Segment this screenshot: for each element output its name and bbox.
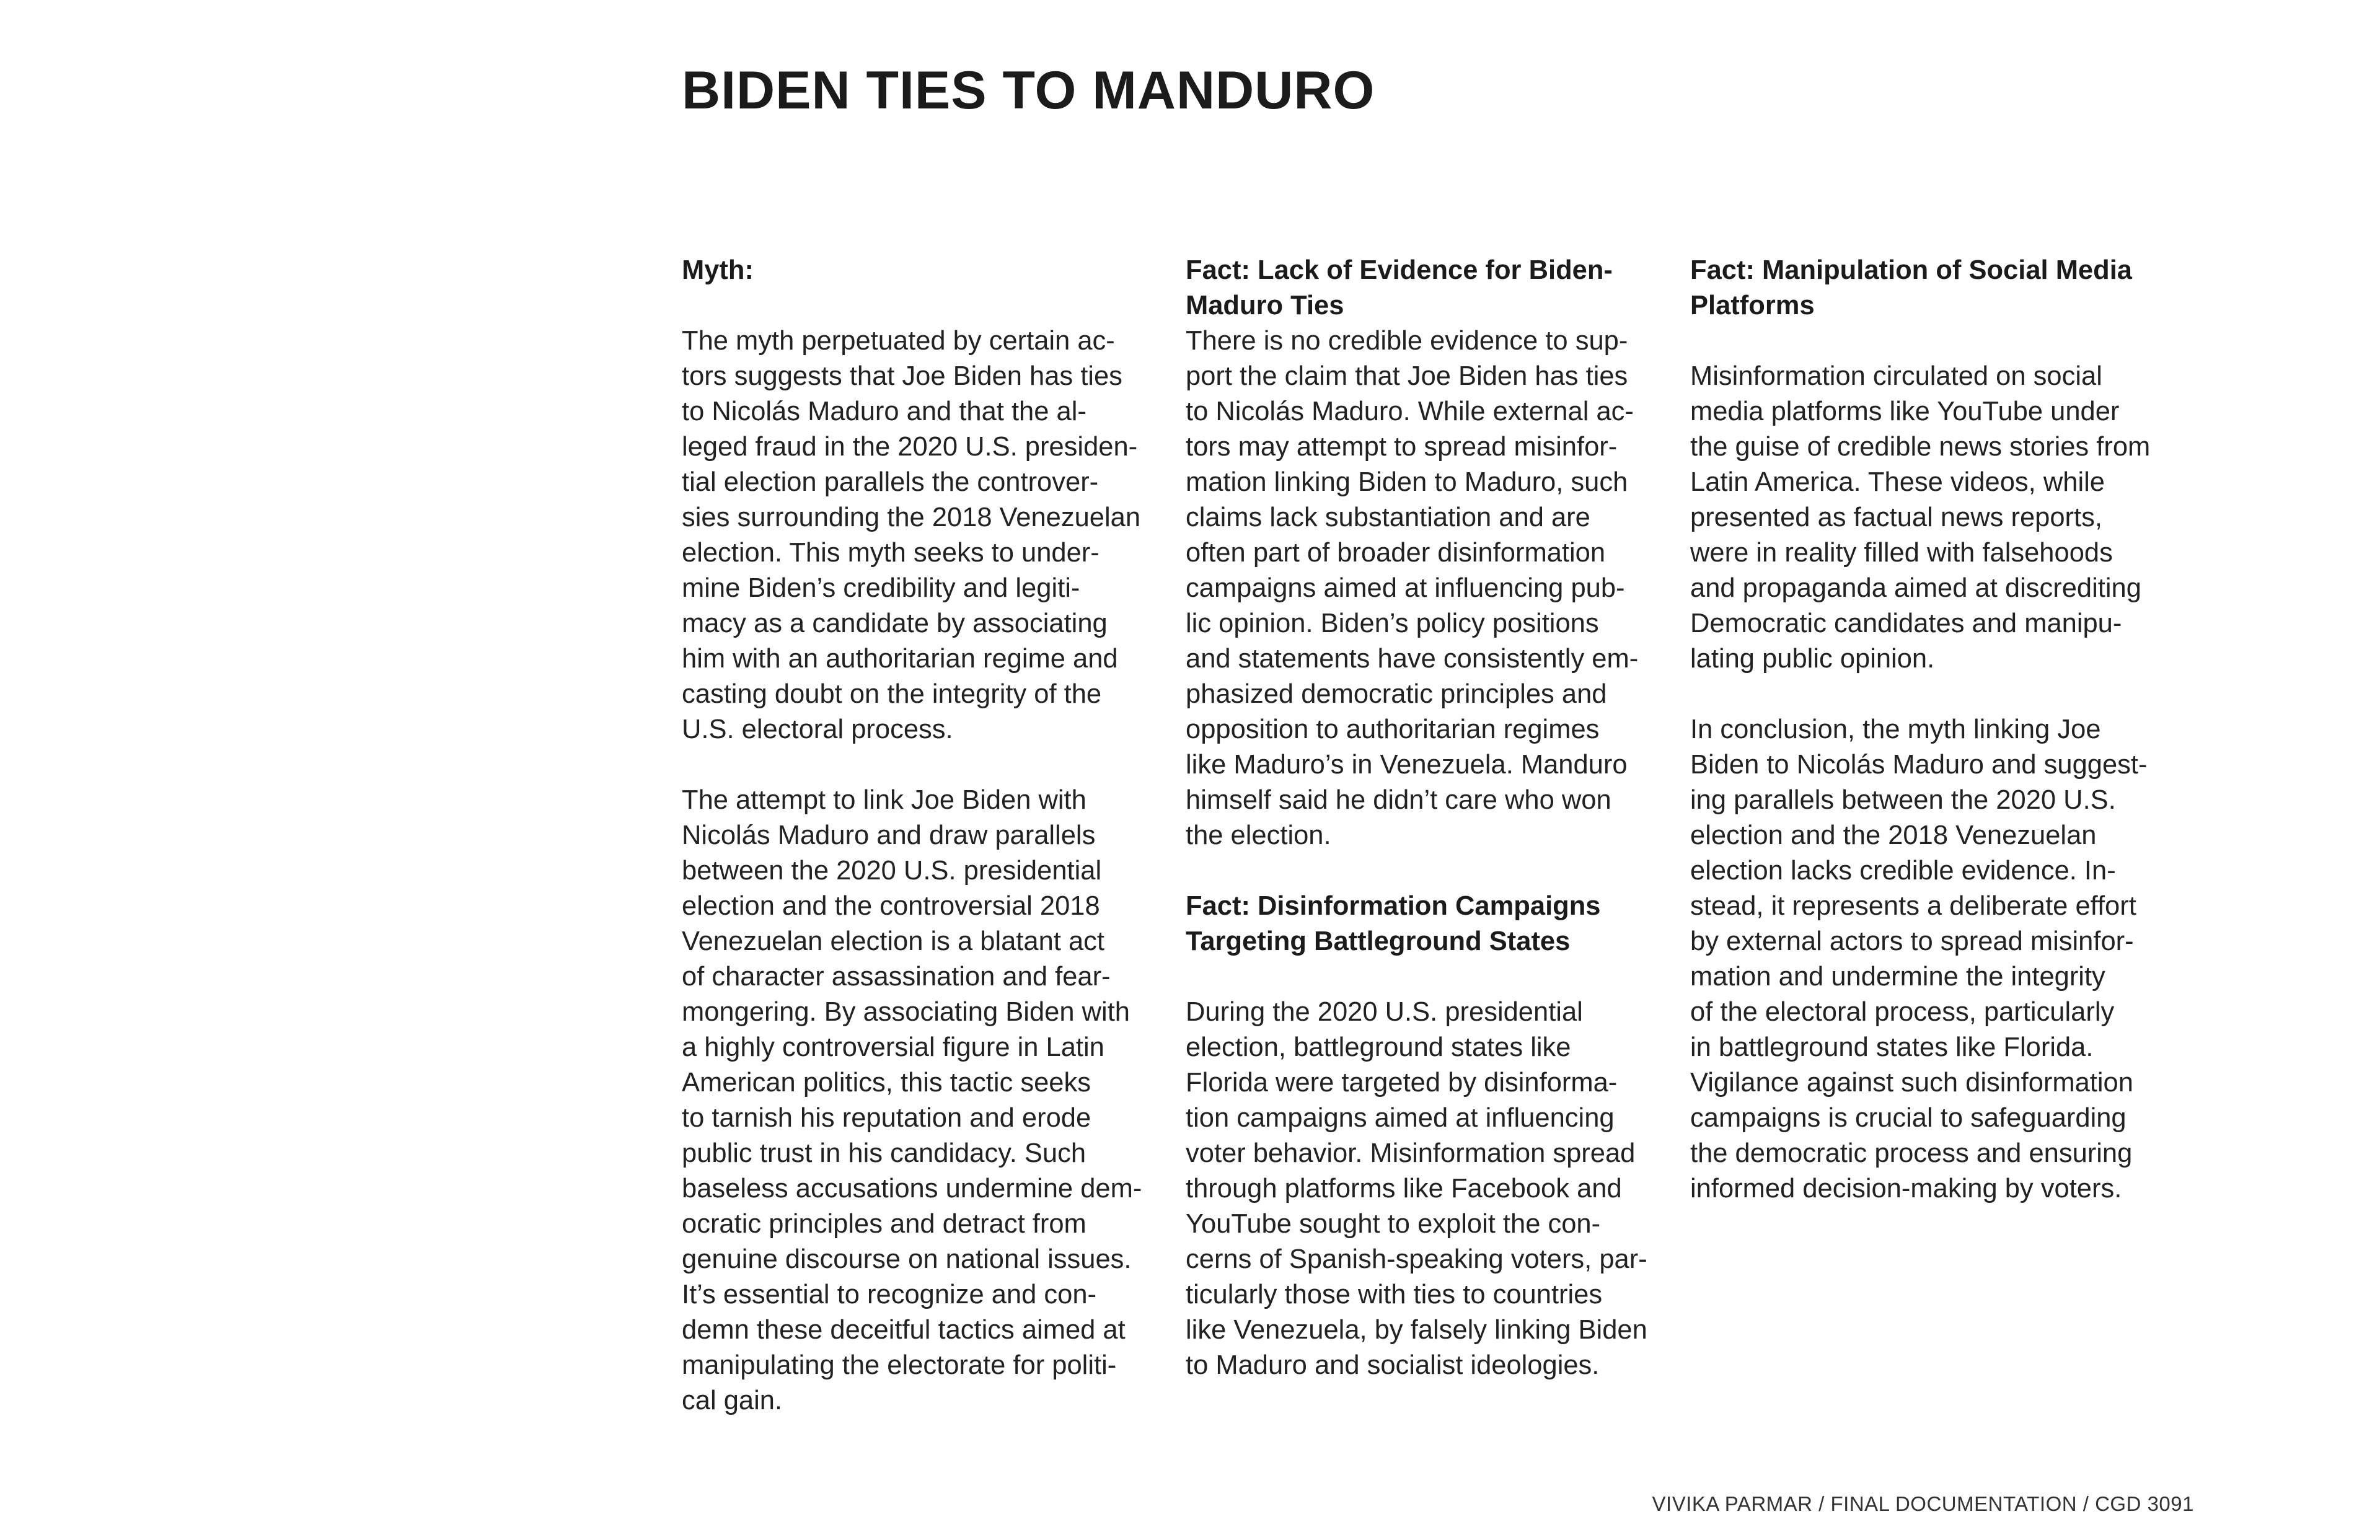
- spacer: [1186, 853, 1657, 889]
- myth-paragraph-1: The myth perpetuated by certain ac- tors suggests that Joe Biden has ties to Nicolás Maduro and that the al- leged fraud in the 2020 U.S. presiden- tial election parallels the controver- sies surrounding the 2018 Venezuelan election. This myth seeks to under- mine Biden’s credibility and legiti- macy as a candidate by associating him with an authoritarian regime and casting doubt on the integrity of the U.S. electoral process.: [682, 326, 1141, 744]
- fact-column-social-media: [1690, 253, 2161, 1207]
- fact-evidence-paragraph: There is no credible evidence to sup- port the claim that Joe Biden has ties to Nicolás Maduro. While external ac- tors may attempt to spread misinfor- mation linking Biden to Maduro, such claims lack substantiation and are often part of broader disinformation campaigns aimed at influencing pub- lic opinion. Biden’s policy positions and statements have consistently em- phasized democratic principles and opposition to authoritarian regimes like Maduro’s in Venezuela. Manduro himself said he didn’t care who won the election.: [1186, 326, 1639, 850]
- spacer: [1690, 677, 2161, 712]
- fact-evidence-heading: Fact: Lack of Evidence for Biden- Maduro Ties: [1186, 255, 1613, 320]
- spacer: [1690, 323, 2161, 359]
- spacer: [682, 747, 1153, 783]
- fact-column-evidence: [1186, 253, 1657, 1383]
- page-title: BIDEN TIES TO MANDURO: [682, 61, 1375, 120]
- conclusion-paragraph: In conclusion, the myth linking Joe Biden to Nicolás Maduro and suggest- ing parallels between the 2020 U.S. election and the 2018 Venezuelan election lacks credible evidence. In- stead, it represents a deliberate effort by external actors to spread misinfor- mation and undermine the integrity of the electoral process, particularly in battleground states like Florida. Vigilance against such disinformation campaigns is crucial to safeguarding the democratic process and ensuring informed decision-making by voters.: [1690, 715, 2148, 1203]
- footer-credit: VIVIKA PARMAR / FINAL DOCUMENTATION / CGD 3091: [1652, 1492, 2194, 1515]
- fact-disinformation-paragraph: During the 2020 U.S. presidential election, battleground states like Florida were targeted by disinforma- tion campaigns aimed at influencing voter behavior. Misinformation spread through platforms like Facebook and YouTube sought to exploit the con- cerns of Spanish-speaking voters, par- ticularly those with ties to countries like Venezuela, by falsely linking Biden to Maduro and socialist ideologies.: [1186, 997, 1647, 1380]
- myth-heading: Myth:: [682, 255, 754, 285]
- fact-disinformation-heading: Fact: Disinformation Campaigns Targeting Battleground States: [1186, 891, 1601, 956]
- myth-column: [682, 253, 1153, 1419]
- myth-paragraph-2: The attempt to link Joe Biden with Nicolás Maduro and draw parallels between the 2020 U.S. presidential election and the controversial 2018 Venezuelan election is a blatant act of character assassination and fear- mongering. By associating Biden with a highly controversial figure in Latin American politics, this tactic seeks to tarnish his reputation and erode public trust in his candidacy. Such baseless accusations undermine dem- ocratic principles and detract from genuine discourse on national issues. It’s essential to recognize and con- demn these deceitful tactics aimed at manipulating the electorate for politi- cal gain.: [682, 785, 1142, 1415]
- spacer: [682, 288, 1153, 323]
- fact-social-media-paragraph: Misinformation circulated on social media platforms like YouTube under the guise of credible news stories from Latin America. These videos, while presented as factual news reports, were in reality filled with falsehoods and propaganda aimed at discrediting Democratic candidates and manipu- lating public opinion.: [1690, 361, 2151, 674]
- fact-social-media-heading: Fact: Manipulation of Social Media Platforms: [1690, 255, 2132, 320]
- spacer: [1186, 959, 1657, 995]
